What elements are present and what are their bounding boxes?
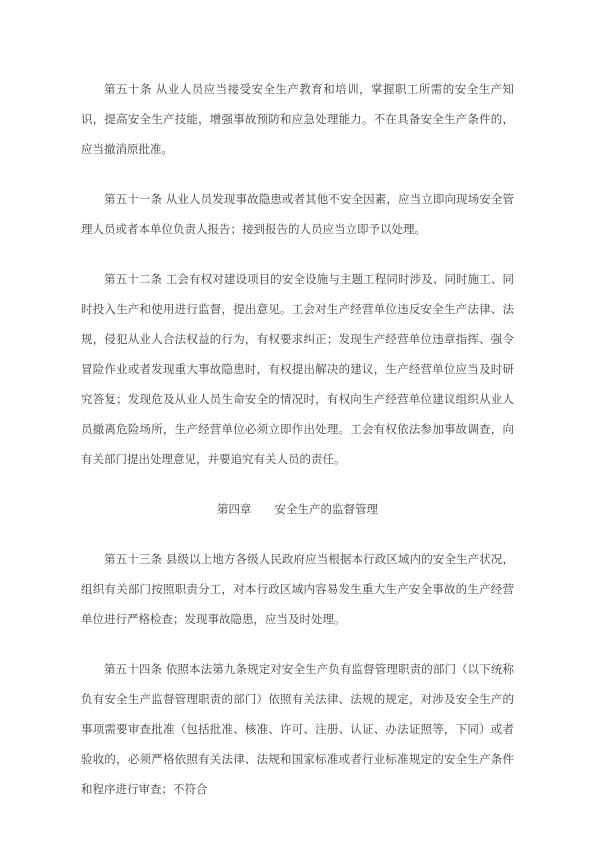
chapter-heading: 第四章 安全生产的监督管理 [217, 502, 378, 516]
document-text-block [81, 74, 514, 804]
law-article-paragraph-52: 第五十二条 工会有权对建设项目的安全设施与主题工程同时涉及、同时施工、同时投入生产和使用进行监督，提出意见。工会对生产经营单位违反安全生产法律、法规，侵犯从业人合法权益的行为，有权要求纠正；发现生产经营单位违章指挥、强令冒险作业或者发现重大事故隐患时，有权提出解决的建议，生产经营单位应当及时研究答复；发现危及从业人员生命安全的情况时，有权向生产经营单位建议组织从业人员撤离危险场所，生产经营单位必须立即作出处理。工会有权依法参加事故调查，向有关部门提出处理意见，并要追究有关人员的责任。 [81, 272, 514, 466]
law-article-paragraph-50: 第五十条 从业人员应当接受安全生产教育和培训，掌握职工所需的安全生产知识，提高安全生产技能，增强事故预防和应急处理能力。不在具备安全生产条件的，应当撤消原批准。 [81, 82, 514, 156]
law-article-paragraph-54: 第五十四条 依照本法第九条规定对安全生产负有监督管理职责的部门（以下统称负有安全生产监督管理职责的部门）依照有关法律、法规的规定，对涉及安全生产的事项需要审查批准（包括批准、核准、许可、注册、认证、办法证照等，下同）或者验收的，必须严格依照有关法律、法规和国家标准或者行业标准规定的安全生产条件和程序进行审查；不符合 [81, 662, 514, 796]
law-article-paragraph-51: 第五十一条 从业人员发现事故隐患或者其他不安全因素，应当立即向现场安全管理人员或者本单位负责人报告；接到报告的人员应当立即予以处理。 [81, 192, 514, 236]
law-article-paragraph-53: 第五十三条 县级以上地方各级人民政府应当根据本行政区域内的安全生产状况，组织有关部门按照职责分工，对本行政区域内容易发生重大生产安全事故的生产经营单位进行严格检查；发现事故隐患，应当及时处理。 [81, 552, 514, 626]
